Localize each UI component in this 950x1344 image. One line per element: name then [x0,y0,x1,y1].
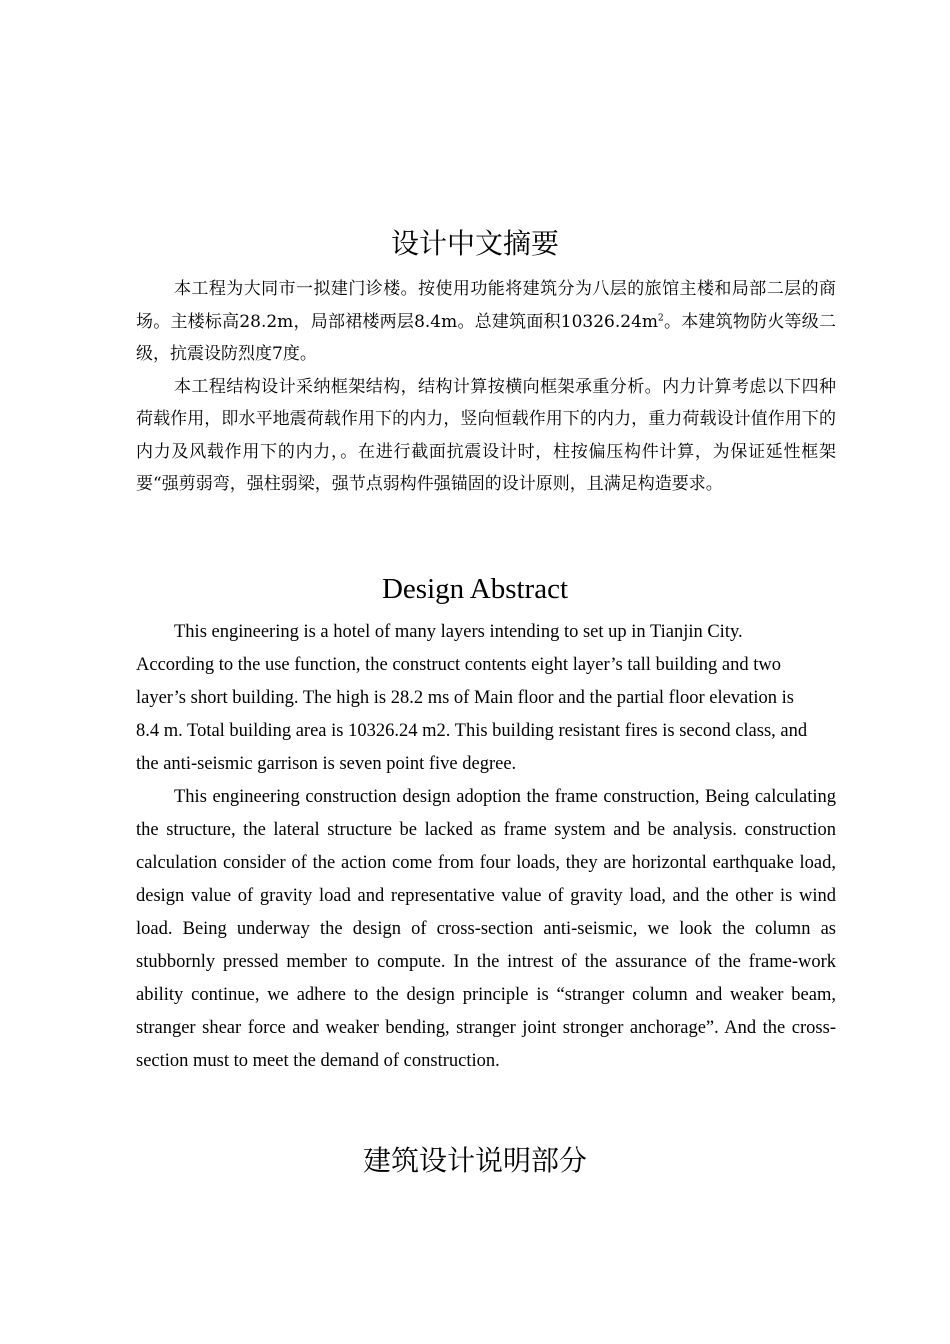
cn-abstract-paragraph-1 [136,273,836,371]
en-abstract-paragraph-1-line-2: According to the use function, the construct contents eight layer’s tall building and two [136,655,781,675]
cn-abstract-body [136,273,836,501]
en-abstract-paragraph-1 [136,616,836,781]
area-unit-superscript: 2 [658,312,664,323]
architecture-section-title: 建筑设计说明部分 [362,1144,587,1177]
en-abstract-body [136,616,836,1078]
en-abstract-title: Design Abstract [381,573,569,605]
en-abstract-paragraph-2: This engineering construction design adoption the frame construction, Being calculating the structure, the lateral structure be lacked as frame system and be analysis. construction calculation consider of the action come from four loads, they are horizontal earthquake load, design value of gravity load and representative value of gravity load, and the other is wind load. Being underway the design of cross-section anti-seismic, we look the column as stubbornly pressed member to compute. In the intrest of the assurance of the frame-work ability continue, we adhere to the design principle is “stranger column and weaker beam, stranger shear force and weaker bending, stranger joint stronger anchorage”. And the cross-section must to meet the demand of construction. [136,787,836,1071]
en-abstract-paragraph-1-line-3: layer’s short building. The high is 28.2 ms of Main floor and the partial floor elevation is [136,688,795,708]
cn-abstract-paragraph-1-text: 本工程为大同市一拟建门诊楼。按使用功能将建筑分为八层的旅馆主楼和局部二层的商场。主楼标高28.2m，局部裙楼两层8.4m。总建筑面积10326.24m [136,279,836,332]
cn-abstract-title: 设计中文摘要 [390,227,559,260]
cn-abstract-paragraph-2: 本工程结构设计采纳框架结构，结构计算按横向框架承重分析。内力计算考虑以下四种荷载作用，即水平地震荷载作用下的内力，竖向恒载作用下的内力，重力荷载设计值作用下的内力及风载作用下的内力，。在进行截面抗震设计时，柱按偏压构件计算，为保证延性框架要“强剪弱弯，强柱弱梁，强节点弱构件强锚固的设计原则，且满足构造要求。 [136,376,836,494]
en-abstract-paragraph-1-line-5: the anti-seismic garrison is seven point five degree. [136,754,517,774]
cn-abstract-paragraph-1-tail: 。本建筑物防火等级二级，抗震设防烈度7度。 [136,311,836,364]
en-abstract-paragraph-1-line-4: 8.4 m. Total building area is 10326.24 m2. This building resistant fires is second class, and [136,721,808,741]
en-abstract-paragraph-1-line-1: This engineering is a hotel of many layers intending to set up in Tianjin City. [174,622,743,642]
